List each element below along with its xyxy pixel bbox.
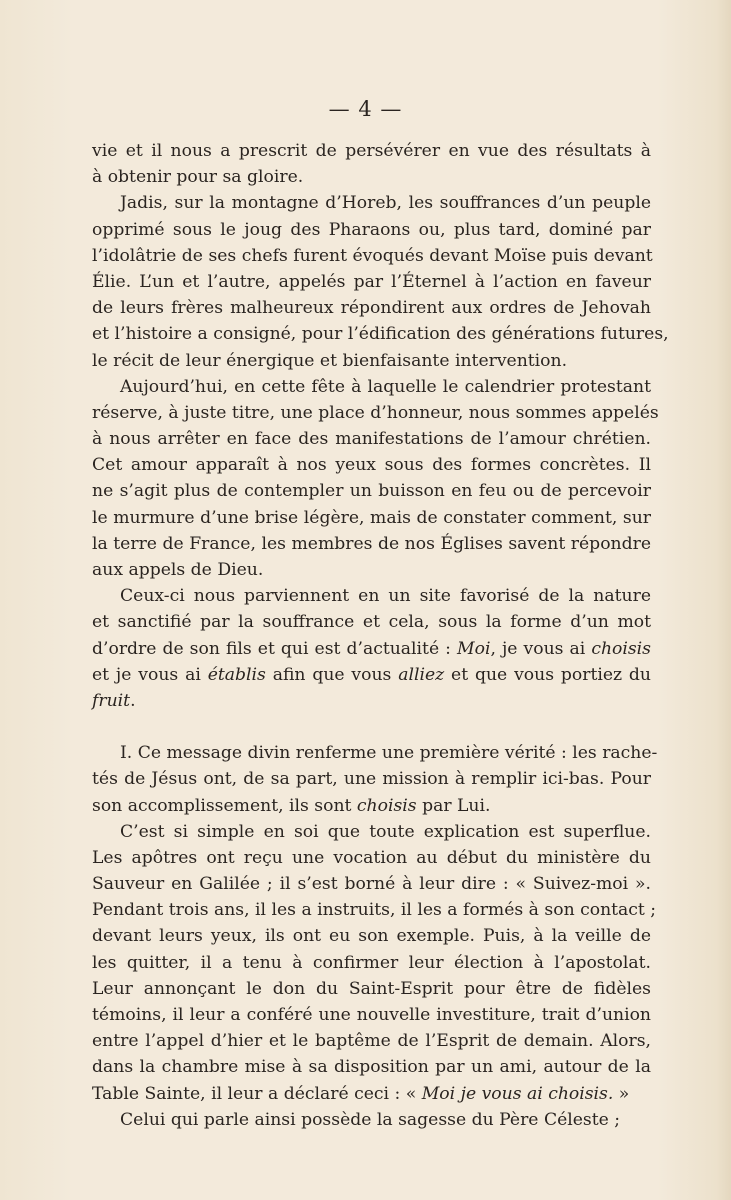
text-line — [92, 1028, 651, 1054]
text-line — [92, 478, 651, 504]
text-span: et je vous ai — [92, 664, 208, 685]
text-span: d’ordre de son fils et qui est d’actualité : — [92, 638, 458, 659]
paragraph — [92, 1107, 651, 1133]
text-span: à nous arrêter en face des manifestations de l’amour chrétien. — [92, 429, 651, 450]
text-line — [92, 374, 651, 400]
italic-text: fruit — [92, 690, 131, 711]
text-span: Pendant trois ans, il les a instruits, il les a formés à son contact ; — [92, 900, 657, 921]
text-span: Leur annonçant le don du Saint-Esprit pour être de fidèles — [92, 978, 651, 999]
text-span: témoins, il leur a conféré une nouvelle investiture, trait d’union — [92, 1005, 651, 1025]
text-line — [92, 348, 651, 374]
text-line — [92, 217, 651, 243]
text-span: Ceux-ci nous parviennent en un site favorisé de la nature — [120, 586, 651, 607]
text-line — [92, 845, 651, 871]
text-line — [92, 164, 651, 190]
text-line — [92, 1107, 651, 1133]
text-span: et sanctifié par la souffrance et cela, sous la forme d’un mot — [92, 612, 651, 633]
paragraph — [92, 190, 669, 373]
text-span: Celui qui parle ainsi possède la sagesse du Père Céleste ; — [120, 1109, 621, 1130]
text-span: entre l’appel d’hier et le baptême de l’Esprit de demain. Alors, — [92, 1031, 651, 1052]
text-span: la terre de France, les membres de nos Églises savent répondre — [92, 533, 651, 554]
text-span: Les apôtres ont reçu une vocation au début du ministère du — [92, 847, 651, 868]
text-span: son accomplissement, ils sont — [92, 795, 357, 816]
text-line — [92, 950, 651, 976]
text-line — [92, 1002, 651, 1028]
text-span: Aujourd’hui, en cette fête à laquelle le calendrier protestant — [120, 376, 651, 397]
text-span: Cet amour apparaît à nos yeux sous des formes concrètes. Il — [92, 455, 651, 476]
text-span: afin que vous — [265, 664, 399, 685]
paragraph — [92, 374, 659, 584]
paragraph — [92, 583, 651, 714]
text-line — [92, 819, 651, 845]
text-span: les quitter, il a tenu à confirmer leur élection à l’apostolat. — [92, 952, 651, 973]
text-span: tés de Jésus ont, de sa part, une mission à remplir ici-bas. Pour — [92, 769, 651, 790]
text-span: et l’histoire a consigné, pour l’édification des générations futures, — [92, 324, 669, 345]
text-line — [92, 269, 651, 295]
text-line — [92, 295, 651, 321]
text-span: le récit de leur énergique et bienfaisante intervention. — [92, 350, 568, 371]
text-span: de leurs frères malheureux répondirent aux ordres de Jehovah — [92, 298, 651, 319]
text-span: vie et il nous a prescrit de persévérer en vue des résultats à — [92, 141, 651, 161]
text-span: le murmure d’une brise légère, mais de constater comment, sur — [92, 507, 651, 528]
text-span: , je vous ai — [490, 638, 592, 659]
text-span: réserve, à juste titre, une place d’honneur, nous sommes appelés — [92, 402, 659, 423]
text-line — [92, 1081, 651, 1107]
text-line — [92, 531, 651, 557]
text-line — [92, 609, 651, 635]
text-span: opprimé sous le joug des Pharaons ou, plus tard, dominé par — [92, 219, 651, 240]
text-line — [92, 190, 651, 216]
text-line — [92, 897, 657, 923]
text-line — [92, 688, 651, 714]
text-line — [92, 793, 651, 819]
text-line — [92, 400, 659, 426]
italic-text: Moi je vous ai choisis. — [421, 1083, 614, 1104]
italic-text: Moi — [457, 638, 491, 659]
italic-text: choisis — [356, 795, 417, 816]
text-line — [92, 243, 651, 269]
text-span: dans la chambre mise à sa disposition par un ami, autour de la — [92, 1057, 651, 1078]
text-span: . — [130, 690, 136, 711]
italic-text: choisis — [591, 638, 651, 659]
text-span: à obtenir pour sa gloire. — [92, 167, 304, 188]
text-line — [92, 976, 651, 1002]
text-span: Sauveur en Galilée ; il s’est borné à leur dire : « Suivez-moi ». — [92, 874, 651, 895]
text-line — [92, 636, 651, 662]
italic-text: établis — [207, 664, 266, 685]
text-span: I. Ce message divin renferme une première vérité : les rache- — [120, 743, 658, 764]
text-span: l’idolâtrie de ses chefs furent évoqués devant Moïse puis devant — [92, 245, 653, 266]
text-line — [92, 452, 651, 478]
paragraph — [92, 740, 658, 819]
text-span: ne s’agit plus de contempler un buisson en feu ou de percevoir — [92, 481, 651, 502]
text-span: Jadis, sur la montagne d’Horeb, les souffrances d’un peuple — [120, 193, 651, 214]
text-line — [92, 871, 651, 897]
text-line — [92, 1054, 651, 1080]
text-span: Élie. L’un et l’autre, appelés par l’Éternel à l’action en faveur — [92, 271, 651, 292]
text-line — [92, 505, 651, 531]
text-line — [92, 766, 651, 792]
text-line — [92, 321, 669, 347]
text-line — [92, 583, 651, 609]
text-span: C’est si simple en soi que toute explication est superflue. — [120, 821, 651, 842]
paragraph — [92, 138, 651, 190]
body-text — [92, 138, 669, 1133]
text-span: Table Sainte, il leur a déclaré ceci : « — [92, 1083, 422, 1104]
text-span: par Lui. — [416, 795, 491, 816]
text-span: aux appels de Dieu. — [92, 560, 264, 580]
paragraph — [92, 819, 657, 1107]
text-line — [92, 138, 651, 164]
text-line — [92, 426, 651, 452]
text-line — [92, 740, 658, 766]
page-number: — 4 — — [328, 97, 403, 121]
text-line — [92, 662, 651, 688]
text-span: devant leurs yeux, ils ont eu son exemple. Puis, à la veille de — [92, 926, 651, 947]
text-line — [92, 923, 651, 949]
text-span: et que vous portiez du — [444, 664, 652, 685]
text-span: » — [613, 1083, 630, 1104]
italic-text: alliez — [398, 664, 445, 685]
text-line — [92, 557, 651, 583]
